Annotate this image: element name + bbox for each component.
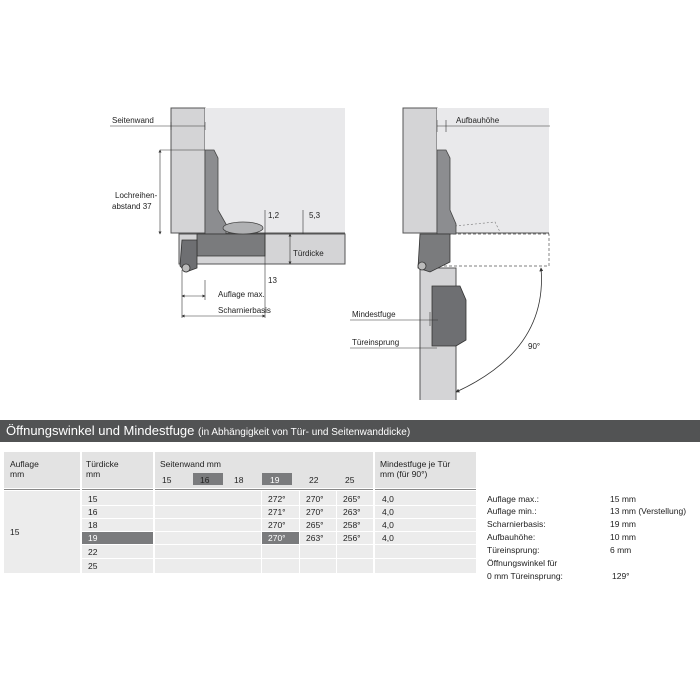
header-tuerdicke-unit: mm	[86, 469, 101, 479]
table-row-tuerdicke: 15	[88, 494, 98, 504]
spec-value: 15 mm	[610, 494, 636, 504]
spec-value: 10 mm	[610, 532, 636, 542]
section-title: Öffnungswinkel und Mindestfuge	[6, 423, 195, 438]
spec-label: Auflage min.:	[487, 506, 537, 516]
seitenwand-value: 25	[345, 475, 355, 485]
label-scharnierbasis: Scharnierbasis	[218, 306, 271, 315]
left-hinge-body	[197, 234, 265, 256]
label-auflage-max: Auflage max.	[218, 290, 265, 299]
left-side-wall	[171, 108, 205, 233]
spec-value: 129°	[612, 571, 630, 581]
right-diagram	[350, 108, 550, 400]
table-cell-angle: 265°	[306, 520, 324, 530]
header-seitenwand: Seitenwand mm	[160, 459, 221, 469]
table-row-tuerdicke: 18	[88, 520, 98, 530]
table-cell-angle: 270°	[306, 507, 324, 517]
table-cell-fuge: 4,0	[382, 507, 394, 517]
label-lochreihen-line1: Lochreihen-	[115, 191, 158, 200]
table-cell-angle: 272°	[268, 494, 286, 504]
table-cell-angle: 263°	[343, 507, 361, 517]
spec-value: 6 mm	[610, 545, 632, 555]
label-dim-13: 13	[268, 276, 277, 285]
label-mindestfuge: Mindestfuge	[352, 310, 396, 319]
header-auflage-unit: mm	[10, 469, 25, 479]
label-aufbauhoehe: Aufbauhöhe	[456, 116, 500, 125]
seitenwand-value: 16	[200, 475, 210, 485]
table-cell-angle: 258°	[343, 520, 361, 530]
seitenwand-value: 22	[309, 475, 319, 485]
label-lochreihen-line2: abstand 37	[112, 202, 152, 211]
spec-label: Türeinsprung:	[487, 545, 540, 555]
table-row-tuerdicke: 22	[88, 547, 98, 557]
spec-label: Scharnierbasis:	[487, 519, 546, 529]
table-cell-fuge: 4,0	[382, 533, 394, 543]
seitenwand-value: 19	[270, 475, 280, 485]
spec-value: 13 mm (Verstellung)	[610, 506, 687, 516]
section-subtitle: (in Abhängigkeit von Tür- und Seitenwanddicke)	[198, 427, 411, 438]
table-cell-angle: 270°	[268, 533, 286, 543]
label-seitenwand: Seitenwand	[112, 116, 154, 125]
label-tuereinsprung: Türeinsprung	[352, 338, 400, 347]
header-mindestfuge: Mindestfuge je Tür	[380, 459, 451, 469]
table-cell-fuge: 4,0	[382, 520, 394, 530]
table-cell-angle: 271°	[268, 507, 286, 517]
table-row-tuerdicke: 16	[88, 507, 98, 517]
spec-label: 0 mm Türeinsprung:	[487, 571, 563, 581]
table-cell-fuge: 4,0	[382, 494, 394, 504]
label-angle-90: 90°	[528, 342, 541, 351]
section-title-bar	[0, 420, 700, 442]
label-dim-5-3: 5,3	[309, 211, 321, 220]
header-auflage: Auflage	[10, 459, 39, 469]
spec-label: Öffnungswinkel für	[487, 558, 558, 568]
header-tuerdicke: Türdicke	[86, 459, 119, 469]
table-row-tuerdicke: 25	[88, 561, 98, 571]
right-side-wall	[403, 108, 437, 233]
header-mindestfuge-unit: mm (für 90°)	[380, 469, 428, 479]
spec-label: Aufbauhöhe:	[487, 532, 536, 542]
seitenwand-value: 18	[234, 475, 244, 485]
label-tuerdicke-diagram: Türdicke	[293, 249, 324, 258]
table-cell-angle: 265°	[343, 494, 361, 504]
table-cell-angle: 263°	[306, 533, 324, 543]
seitenwand-value: 15	[162, 475, 172, 485]
spec-label: Auflage max.:	[487, 494, 539, 504]
table-cell-angle: 270°	[268, 520, 286, 530]
table-cell-angle: 256°	[343, 533, 361, 543]
spec-value: 19 mm	[610, 519, 636, 529]
auflage-value: 15	[10, 527, 20, 537]
table-cell-angle: 270°	[306, 494, 324, 504]
table-row-tuerdicke: 19	[88, 533, 98, 543]
label-dim-1-2: 1,2	[268, 211, 280, 220]
